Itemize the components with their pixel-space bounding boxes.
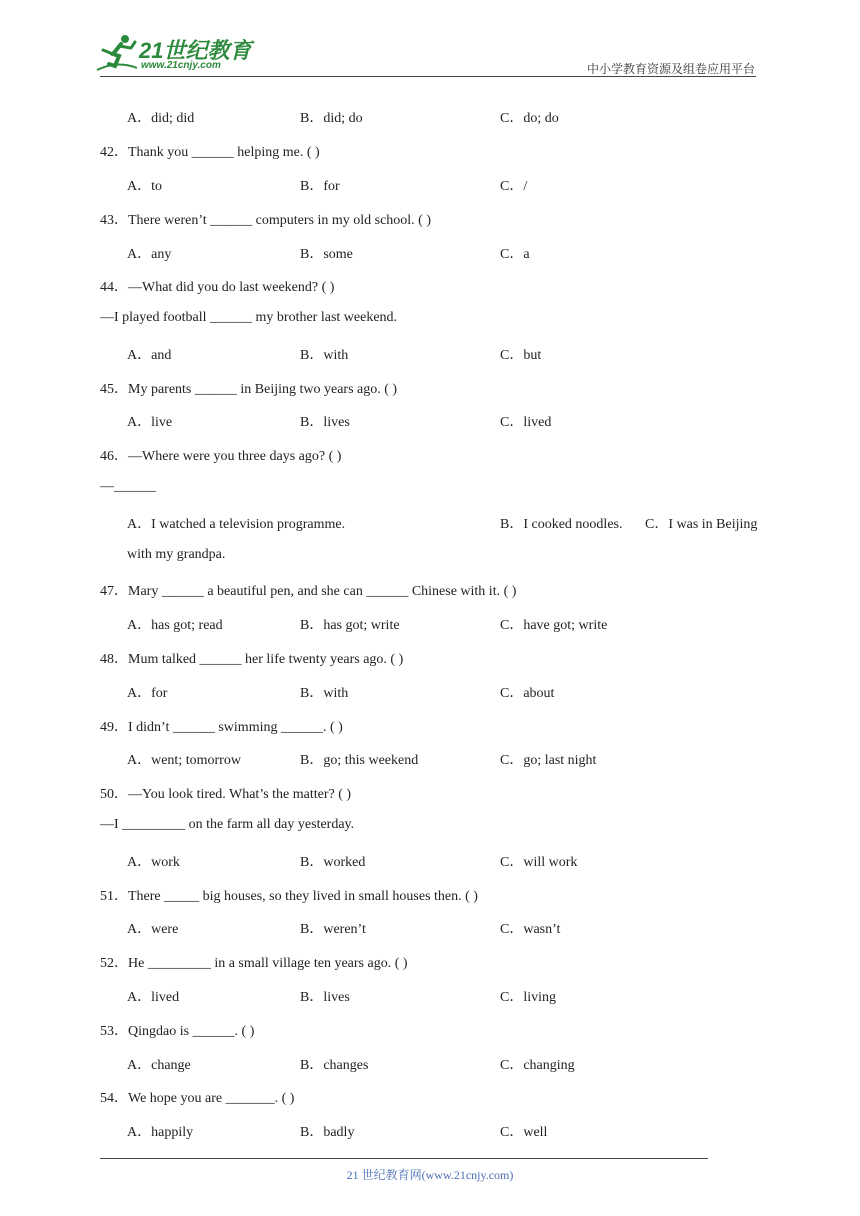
question-stem: 54．We hope you are _______. ( ) [100,1091,295,1106]
option-c: C．have got; write [500,618,608,633]
option-c: C．will work [500,855,578,870]
option-b: B．go; this weekend [300,753,419,768]
option-a: A．for [127,686,168,701]
option-b: B．for [300,179,340,194]
logo-url: www.21cnjy.com [141,60,221,71]
option-c: C．but [500,348,542,363]
question-stem: 46．—Where were you three days ago? ( ) [100,449,342,464]
option-c-continued: with my grandpa. [127,547,226,562]
question-stem: 49．I didn’t ______ swimming ______. ( ) [100,720,343,735]
footer-divider [100,1158,708,1159]
option-b: B．has got; write [300,618,400,633]
option-c: C．about [500,686,555,701]
option-c: C．living [500,990,557,1005]
site-logo [95,34,265,78]
option-a: A．and [127,348,172,363]
option-a: A．to [127,179,162,194]
platform-title: 中小学教育资源及组卷应用平台 [586,62,755,76]
option-a: A．work [127,855,180,870]
option-b: B．lives [300,990,350,1005]
option-c: C．changing [500,1058,575,1073]
question-stem: 50．—You look tired. What’s the matter? ( ) [100,787,352,802]
question-stem: 47．Mary ______ a beautiful pen, and she can ______ Chinese with it. ( ) [100,584,517,599]
page-footer: 21 世纪教育网(www.21cnjy.com) [346,1168,514,1182]
header-divider [100,76,756,77]
option-a: A．live [127,415,173,430]
option-b: B．weren’t [300,922,366,937]
question-stem: 43．There weren’t ______ computers in my old school. ( ) [100,213,432,228]
option-b: B．with [300,348,349,363]
question-stem: 53．Qingdao is ______. ( ) [100,1024,255,1039]
option-b: B．I cooked noodles. [500,517,623,532]
question-stem: 42．Thank you ______ helping me. ( ) [100,145,320,160]
question-dialogue: —______ [100,479,156,494]
question-stem: 44．—What did you do last weekend? ( ) [100,280,335,295]
option-b: B．some [300,247,353,262]
option-a: A．I watched a television programme. [127,517,346,532]
option-a: A．has got; read [127,618,223,633]
option-b: B．did; do [300,111,363,126]
option-c: C．/ [500,179,528,194]
option-c: C．well [500,1125,548,1140]
option-b: B．badly [300,1125,355,1140]
question-stem: 52．He _________ in a small village ten years ago. ( ) [100,956,408,971]
option-a: A．were [127,922,179,937]
runner-logo-icon [95,34,139,74]
question-stem: 51．There _____ big houses, so they lived in small houses then. ( ) [100,889,478,904]
option-c: C．do; do [500,111,559,126]
option-c: C．I was in Beijing [645,517,758,532]
question-stem: 48．Mum talked ______ her life twenty years ago. ( ) [100,652,404,667]
question-dialogue: —I _________ on the farm all day yesterday. [100,817,355,832]
option-b: B．worked [300,855,366,870]
option-c: C．go; last night [500,753,597,768]
option-c: C．wasn’t [500,922,561,937]
option-a: A．lived [127,990,180,1005]
option-b: B．lives [300,415,350,430]
option-a: A．any [127,247,172,262]
option-a: A．did; did [127,111,195,126]
page-header [0,0,860,80]
option-a: A．happily [127,1125,194,1140]
option-a: A．went; tomorrow [127,753,241,768]
option-b: B．with [300,686,349,701]
logo-text: 21世纪教育 [139,38,252,63]
option-c: C．lived [500,415,552,430]
option-b: B．changes [300,1058,369,1073]
question-stem: 45．My parents ______ in Beijing two years ago. ( ) [100,382,398,397]
question-dialogue: —I played football ______ my brother last weekend. [100,310,398,325]
option-c: C．a [500,247,530,262]
option-a: A．change [127,1058,191,1073]
